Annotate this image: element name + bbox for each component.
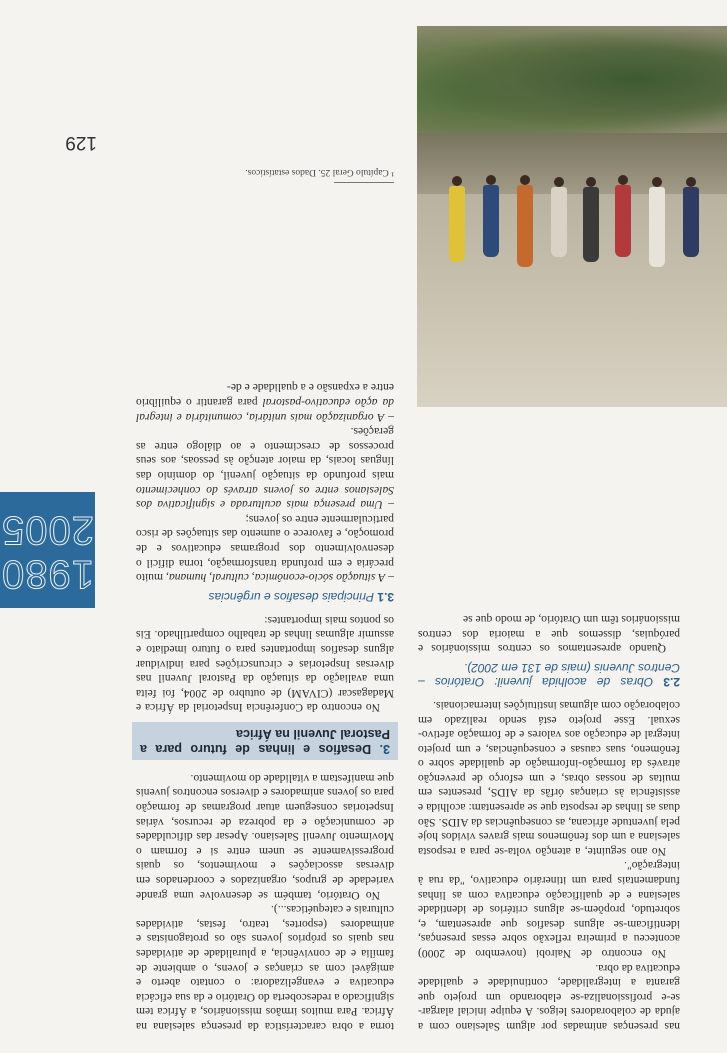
page-number: 129 <box>65 132 97 153</box>
list-item: – A organização mais unitária, comunitária e integral da ação educativo-pastoral para garantir o equilíbrio entre a expansão e a qualidade e de- <box>136 381 394 424</box>
year-end: 2005 <box>1 508 94 552</box>
photo-person-head <box>452 176 462 186</box>
paragraph: No ano seguinte, a atenção volta-se para a resposta salesiana a um dos fenômenos mais graves vividos hoje pela juventude africana, as consequências da AIDS. São duas as linhas de resposta que se apresentam: acolhida e assistência às crianças órfãs da AIDS, presentes em muitas de nossas obras, e um esforço de prevenção através da formação-informação de qualidade sobre o fenômeno, suas causas e consequências, e um projeto integral de educação aos valores e de formação afetivo-sexual. Esse projeto está sendo realizado em colaboração com algumas instituições internacionais. <box>418 698 680 858</box>
photo-person-head <box>486 175 496 185</box>
section-2-3-heading <box>418 661 680 689</box>
paragraph: No encontro de Nairobi (novembro de 2000) aconteceu a primeira reflexão sobre essas presenças, identificam-se alguns desafios que apresentam, e, sobretudo, propõem-se alguns critérios de identidade salesiana e de qualificação educativa com as linhas fundamentais para um itinerário educativo, "da rua à integração". <box>418 859 680 961</box>
list-item-text: mais profundo da situação juvenil, do domínio das línguas locais, da maior atenção às pessoas, aos seus processos de crescimento e ao diálogo entre as gerações. <box>136 425 394 482</box>
photo-person <box>483 185 499 257</box>
footnote-text: ¹ Capítulo Geral 25. Dados estatísticos. <box>245 167 394 177</box>
photo-person <box>649 187 665 267</box>
photo-person-head <box>652 177 662 187</box>
paragraph: torna a obra característica da presença salesiana na África. Para muitos irmãos missionários, a África tem significado a redescoberta do Oratório e da sua eficácia educativa e evangelizadora: o contato aberto e amigável com as crianças e jovens, o ambiente de família e de convivência, a pluralidade de atividades nas quais os próprios jovens são os protagonistas e animadores (esportes, teatro, festas, atividades culturais e catequéticas...). <box>136 903 394 1033</box>
section-number: 3.1 <box>377 590 394 605</box>
photo-person-head <box>554 177 564 187</box>
section-3-1-heading <box>136 590 394 604</box>
right-column <box>136 380 394 1033</box>
section-title: Principais desafios e urgências <box>208 590 374 605</box>
list-item: – A situação sócio-econômica, cultural, humana, muito precária e em profunda transformação, torna difícil o desenvolvimento dos programas educativos e de promoção, e favorece o aumento das situações de risco particularmente entre os jovens; <box>135 512 394 585</box>
photo-trees <box>417 26 727 133</box>
list-item-lead: Uma presença mais aculturada e significativa dos Salesianos entre os jovens através do conhecimento <box>136 483 394 512</box>
footnote-rule <box>334 182 394 183</box>
photo-person <box>683 187 699 257</box>
photo-person-head <box>618 175 628 185</box>
photo-person-head <box>520 175 530 185</box>
year-range-box <box>0 492 95 608</box>
section-number: 3. <box>379 742 390 757</box>
photo-youth-group <box>417 26 727 407</box>
list-item-text: para garantir o equilíbrio entre a expansão e a qualidade e de- <box>136 381 394 410</box>
paragraph: No Oratório, também se desenvolve uma grande variedade de grupos, organizados e coordenados em diversas associações e movimentos, os quais progressivamente se unem entre si e formam o Movimento Juvenil Salesiano. Apesar das dificuldades de comunicação e da pobreza de recursos, várias Inspetorias conseguem atuar programas de formação para os jovens animadores e diversos encontros juvenis que manifestam a vitalidade do movimento. <box>136 771 394 902</box>
list-item: – Uma presença mais aculturada e significativa dos Salesianos entre os jovens através do conhecimento mais profundo da situação juvenil, do domínio das línguas locais, da maior atenção às pessoas, aos seus processos de crescimento e ao diálogo entre as gerações. <box>136 425 394 512</box>
section-3-heading <box>132 722 398 760</box>
list-item-text: muito precária e em profunda transformação, torna difícil o desenvolvimento dos programas educativos e de promoção, e favorece o aumento das situações de risco particularmente entre os jovens; <box>135 512 394 585</box>
paragraph: Quando apresentamos os centros missionários e paróquias, dissemos que a maioria dos centros missionários têm um Oratório, de modo que se <box>418 613 680 656</box>
photo-person <box>517 185 533 267</box>
section-title: Desafios e linhas de futuro para a Pastoral Juvenil na África <box>140 727 390 757</box>
photo-person-head <box>686 177 696 187</box>
photo-person <box>615 185 631 257</box>
list-item-lead: A situação sócio-econômica, cultural, humana, <box>166 571 386 585</box>
year-start: 1980 <box>1 552 94 596</box>
photo-person <box>551 187 567 257</box>
photo-person <box>449 186 465 262</box>
photo-person-head <box>586 177 596 187</box>
section-title: Obras de acolhida juvenil: Oratórios – Centros Juvenis (mais de 131 em 2002). <box>418 661 680 690</box>
footnote <box>136 166 394 183</box>
paragraph: nas presenças animadas por algum Salesiano com a ajuda de colaboradores leigos. A equipe inicial alargar-se-e profissionaliza-se elaborando um projeto que garanta a integralidade, continuidade e qualidade educativa da obra. <box>418 961 680 1033</box>
left-column <box>418 612 680 1033</box>
list-item-lead: A organização mais unitária, comunitária e integral da ação educativo-pastoral <box>136 396 394 424</box>
section-number: 2.3 <box>663 675 680 690</box>
paragraph: No encontro da Conferência Inspetorial da África e Madagascar (CIVAM) de outubro de 2004, foi feita uma avaliação da situação da Pastoral Juvenil nas diversas Inspetorias e circunscrições para individuar alguns desafios importantes para o futuro imediato e assumir algumas linhas de trabalho compartilhado. Eis os pontos mais importantes: <box>136 613 394 715</box>
photo-person <box>583 187 599 262</box>
